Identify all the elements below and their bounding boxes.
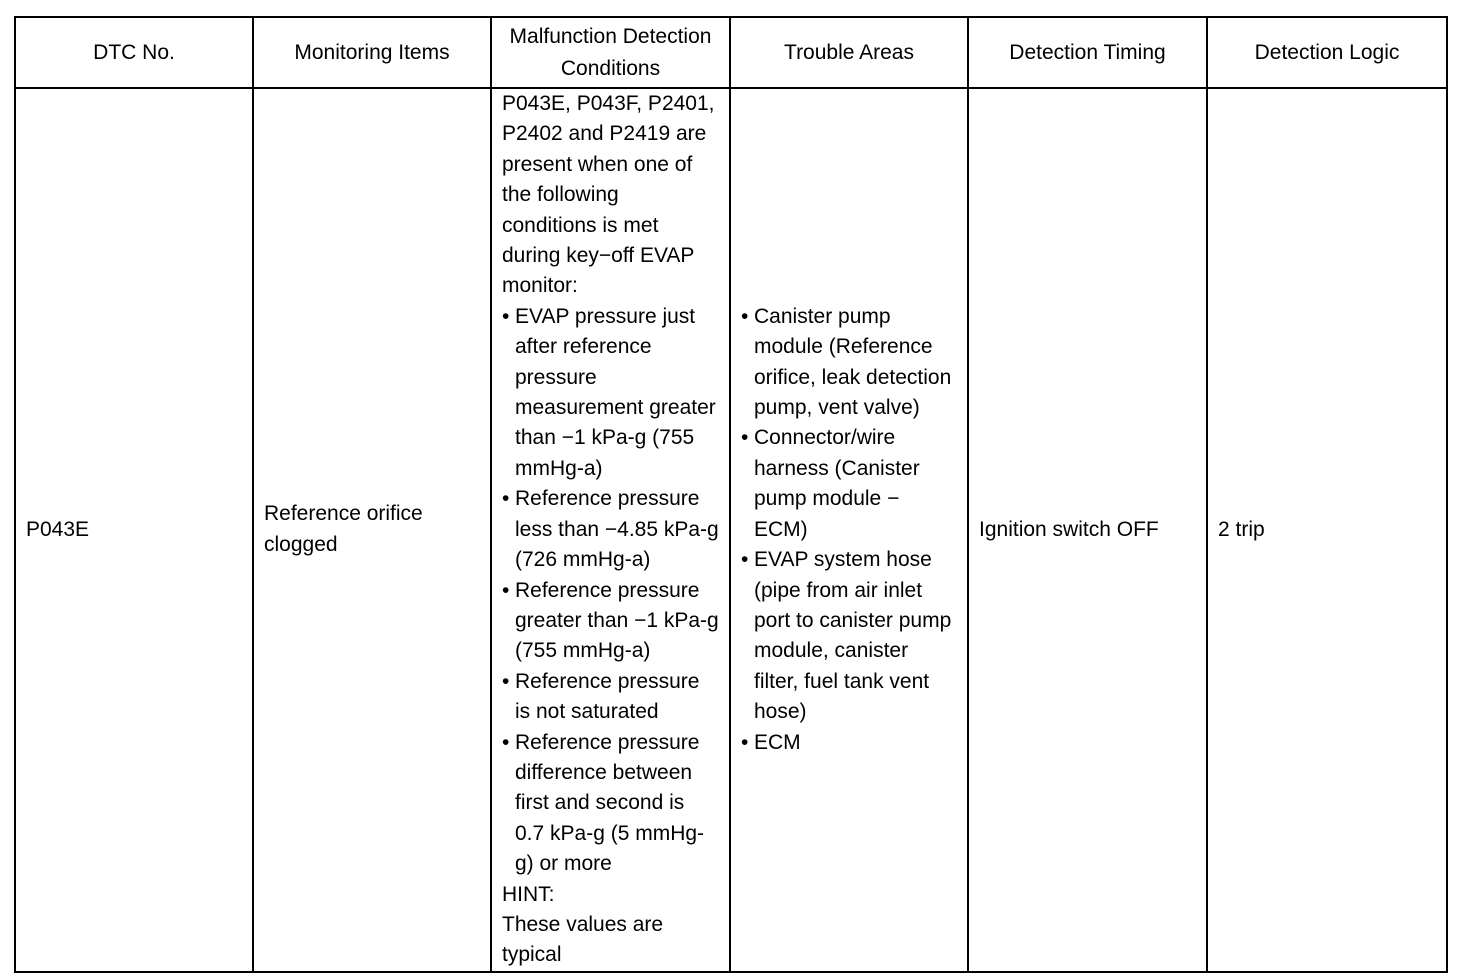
table-header <box>15 17 1447 88</box>
header-detection-logic: Detection Logic <box>1207 17 1447 88</box>
header-trouble-areas: Trouble Areas <box>730 17 968 88</box>
trouble-areas-list <box>741 302 957 758</box>
conditions-intro: P043E, P043F, P2401, P2402 and P2419 are present when one of the following conditions is met during key−off EVAP monitor: <box>502 92 715 298</box>
condition-item: • Reference pressure difference between first and second is 0.7 kPa-g (5 mmHg-g) or more <box>502 728 719 880</box>
condition-item: • Reference pressure greater than −1 kPa-g (755 mmHg-a) <box>502 576 719 667</box>
condition-item: • Reference pressure is not saturated <box>502 667 719 728</box>
cell-monitoring-item: Reference orifice clogged <box>253 88 491 972</box>
header-row <box>15 17 1447 88</box>
hint-text: These values are typical <box>502 912 664 967</box>
cell-dtc-no: P043E <box>15 88 253 972</box>
table-body <box>15 88 1447 972</box>
cell-detection-logic: 2 trip <box>1207 88 1447 972</box>
conditions-list <box>502 302 719 880</box>
header-dtc-no: DTC No. <box>15 17 253 88</box>
header-malfunction-detection-conditions: Malfunction Detection Conditions <box>491 17 730 88</box>
table-row <box>15 88 1447 972</box>
condition-item: • Reference pressure less than −4.85 kPa-g (726 mmHg-a) <box>502 484 719 575</box>
trouble-area-item: • Canister pump module (Reference orifice, leak detection pump, vent valve) <box>741 302 957 424</box>
trouble-area-item: • ECM <box>741 728 957 758</box>
trouble-area-item: • Connector/wire harness (Canister pump module − ECM) <box>741 423 957 545</box>
hint-label: HINT: <box>502 882 555 906</box>
cell-detection-timing: Ignition switch OFF <box>968 88 1207 972</box>
trouble-area-item: • EVAP system hose (pipe from air inlet port to canister pump module, canister filter, fuel tank vent hose) <box>741 545 957 727</box>
header-monitoring-items: Monitoring Items <box>253 17 491 88</box>
cell-detection-conditions <box>491 88 730 972</box>
header-detection-timing: Detection Timing <box>968 17 1207 88</box>
condition-item: • EVAP pressure just after reference pressure measurement greater than −1 kPa-g (755 mmHg-a) <box>502 302 719 484</box>
dtc-table <box>14 16 1448 973</box>
cell-trouble-areas <box>730 88 968 972</box>
